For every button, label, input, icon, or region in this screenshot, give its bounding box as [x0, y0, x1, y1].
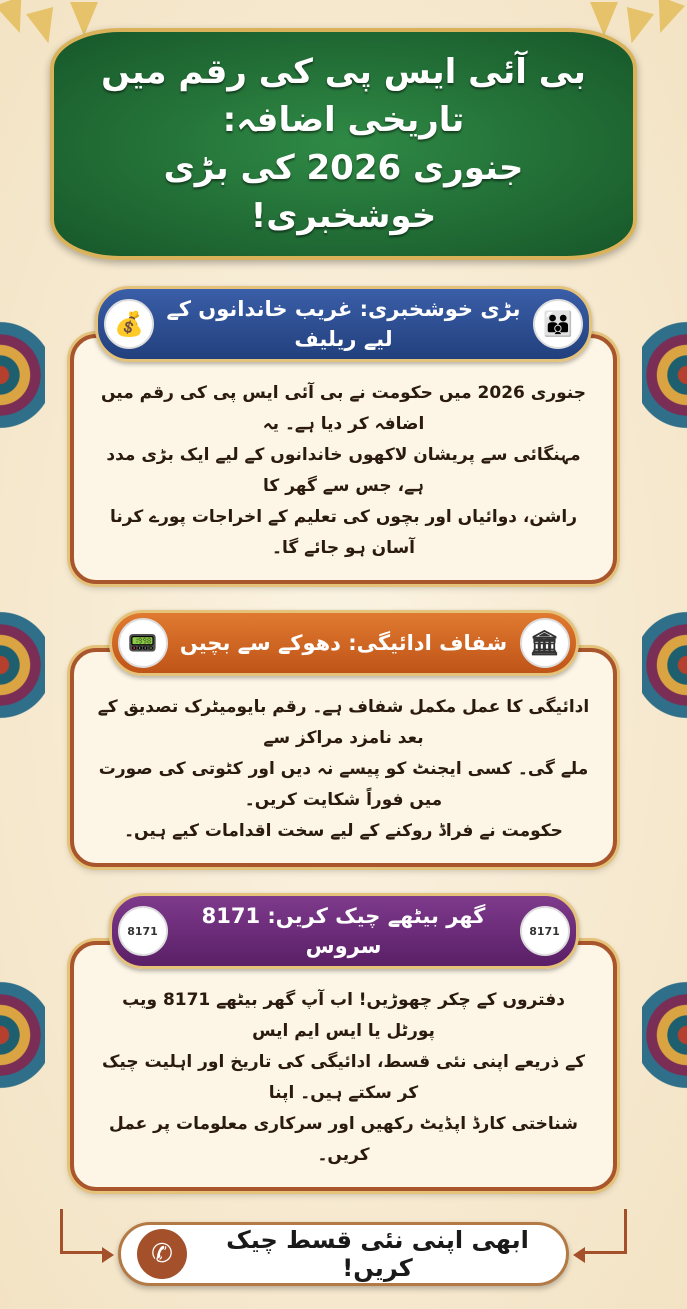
arrow-right: [583, 1209, 627, 1254]
section-heading-text: گھر بیٹھے چیک کریں: 8171 سروس: [201, 904, 486, 958]
section-heading-text: شفاف ادائیگی: دھوکے سے بچیں: [179, 631, 508, 655]
biometric-device-icon: 📟: [118, 618, 168, 668]
body-line: حکومت نے فراڈ روکنے کے لیے سخت اقدامات کیے ہیں۔: [124, 821, 563, 841]
body-line: جنوری 2026 میں حکومت نے بی آئی ایس پی کی رقم میں اضافہ کر دیا ہے۔ یہ: [101, 383, 586, 434]
section-heading-relief: [95, 286, 592, 362]
section-8171: [70, 893, 617, 1191]
title-line-2: جنوری 2026 کی بڑی خوشخبری!: [163, 148, 524, 236]
section-card-8171: [70, 941, 617, 1191]
body-line: دفتروں کے چکر چھوڑیں! اب آپ گھر بیٹھے 8171 ویب پورٹل یا ایس ایم ایس: [122, 990, 565, 1041]
body-line: کے ذریعے اپنی نئی قسط، ادائیگی کی تاریخ اور اہلیت چیک کر سکتے ہیں۔ اپنا: [102, 1052, 585, 1103]
phone-icon: ✆: [137, 1229, 187, 1279]
phone-sms-icon: 8171: [520, 906, 570, 956]
cta-label: ابھی اپنی نئی قسط چیک کریں!: [226, 1226, 529, 1282]
section-heading-payment: [109, 610, 579, 676]
section-heading-text: بڑی خوشخبری: غریب خاندانوں کے لیے ریلیف: [166, 297, 521, 351]
arrow-head-icon: [102, 1247, 114, 1263]
section-card-relief: [70, 334, 617, 584]
section-relief: [70, 286, 617, 584]
body-line: ادائیگی کا عمل مکمل شفاف ہے۔ رقم بایومیٹرک تصدیق کے بعد نامزد مراکز سے: [97, 697, 590, 748]
body-line: ملے گی۔ کسی ایجنٹ کو پیسے نہ دیں اور کٹوتی کی صورت میں فوراً شکایت کریں۔: [98, 759, 589, 810]
section-heading-8171: [109, 893, 579, 969]
phone-sms-icon: 8171: [118, 906, 168, 956]
cta-area: [0, 1219, 687, 1289]
money-bag-icon: 💰: [104, 299, 154, 349]
body-line: مہنگائی سے پریشان لاکھوں خاندانوں کے لیے ایک بڑی مدد ہے، جس سے گھر کا: [106, 445, 581, 496]
bank-icon: 🏛: [520, 618, 570, 668]
title-line-1: بی آئی ایس پی کی رقم میں تاریخی اضافہ:: [101, 52, 586, 140]
arrow-left: [60, 1209, 104, 1254]
check-installment-button[interactable]: [118, 1222, 569, 1286]
family-icon: 👪: [533, 299, 583, 349]
section-card-payment: [70, 648, 617, 867]
body-line: راشن، دوائیاں اور بچوں کی تعلیم کے اخراجات پورے کرنا آسان ہو جائے گا۔: [109, 507, 577, 558]
title-banner: [50, 28, 637, 260]
body-line: شناختی کارڈ اپڈیٹ رکھیں اور سرکاری معلومات پر عمل کریں۔: [109, 1114, 578, 1165]
section-payment: [70, 610, 617, 867]
arrow-head-icon: [573, 1247, 585, 1263]
